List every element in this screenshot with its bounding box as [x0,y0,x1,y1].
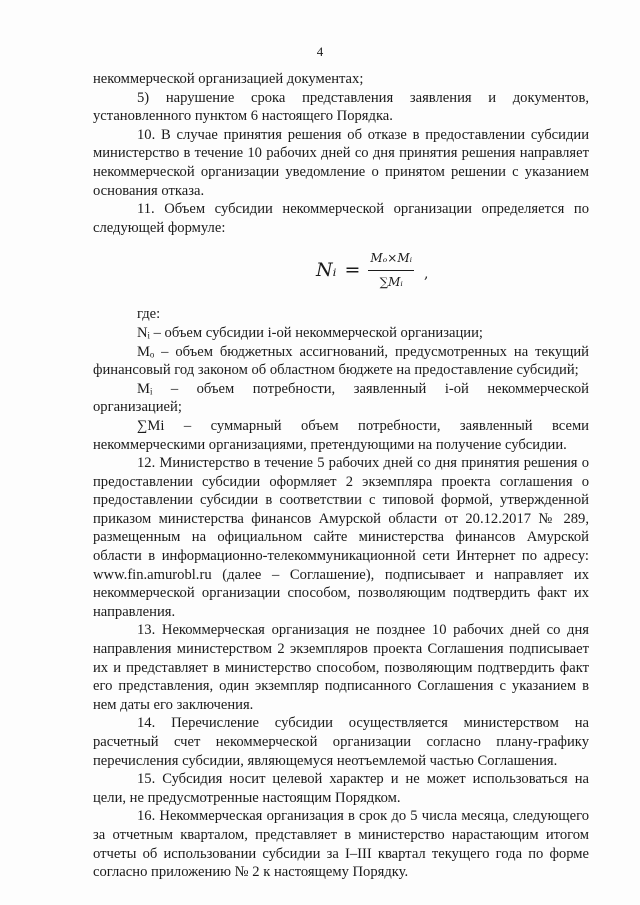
paragraph-15: 15. Субсидия носит целевой характер и не может использоваться на цели, не предусмотренные настоящим Порядком. [93,771,589,806]
paragraph-10: 10. В случае принятия решения об отказе в предоставлении субсидии министерство в течение 10 рабочих дней со дня принятия решения направляет некоммерческой организации уведомление о принятом решении с указанием основания отказа. [93,126,589,199]
paragraph-item-5: 5) нарушение срока представления заявления и документов, установленного пунктом 6 настоящего Порядка. [93,89,589,125]
formula-numerator: Mₒ×Mᵢ [368,249,414,271]
formula-equals: = [344,259,361,282]
definition-sum-mi: ∑Mi – суммарный объем потребности, заявленный всеми некоммерческими организациями, претендующими на получение субсидии. [93,417,589,453]
formula-fraction [368,249,414,291]
formula-denominator: ∑Mᵢ [379,274,403,289]
definition-n-i: Nᵢ – объем субсидии i-ой некоммерческой организации; [137,324,483,341]
paragraph-11: 11. Объем субсидии некоммерческой организации определяется по следующей формуле: [93,201,589,236]
definitions-intro: где: [137,306,161,323]
definition-m-i: Mᵢ – объем потребности, заявленный i-ой некоммерческой организацией; [93,380,589,416]
definition-m-o: Mₒ – объем бюджетных ассигнований, предусмотренных на текущий финансовый год законом об областном бюджете на предоставление субсидий; [93,343,589,379]
paragraph-continuation: некоммерческой организацией документах; [93,71,364,87]
document-body [93,70,589,882]
formula-lhs: Nᵢ [316,259,337,282]
paragraph-13: 13. Некоммерческая организация не позднее 10 рабочих дней со дня направления министерством 2 экземпляров проекта Соглашения подписывает их и представляет в министерство способом, позволяющим подтвердить факт его представления, один экземпляр подписанного Соглашения с указанием в нем даты его заключения. [93,622,589,713]
subsidy-formula [93,237,589,305]
paragraph-12: 12. Министерство в течение 5 рабочих дней со дня принятия решения о предоставлении субсидии оформляет 2 экземпляра проекта соглашения о предоставлении субсидии в соответствии с типовой формой, утвержденной приказом министерства финансов Амурской области от 20.12.2017 № 289, размещенным на официальном сайте министерства финансов Амурской области в информационно-телекоммуникационной сети Интернет по адресу: www.fin.amurobl.ru (далее – Соглашение), подписывает и направляет их некоммерческой организации способом, позволяющим подтвердить факт их направления. [93,455,589,620]
formula-comma: , [424,266,429,283]
paragraph-14: 14. Перечисление субсидии осуществляется министерством на расчетный счет некоммерческой организации согласно плану-графику перечисления субсидии, являющемуся неотъемлемой частью Соглашения. [93,715,589,769]
paragraph-16: 16. Некоммерческая организация в срок до 5 числа месяца, следующего за отчетным кварталом, представляет в министерство нарастающим итогом отчеты об использовании субсидии за I–III квартал текущего года по форме согласно приложению № 2 к настоящему Порядку. [93,808,589,881]
page-number: 4 [316,44,324,59]
